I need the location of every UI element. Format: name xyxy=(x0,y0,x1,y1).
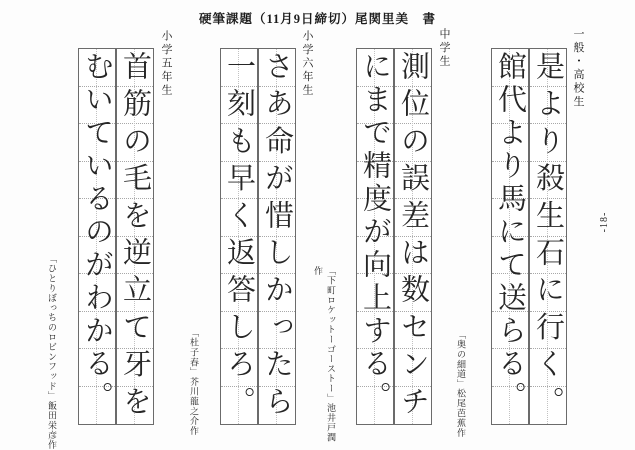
handwritten-column-text: 館代より馬にて送らる。 xyxy=(494,51,526,414)
grade-label-junior-high: 中学生 xyxy=(438,28,450,69)
source-attribution: 「杜子春」芥川龍之介作 xyxy=(189,328,199,436)
handwritten-column-text: 一刻も早く返答しろ。 xyxy=(223,51,255,423)
writing-column xyxy=(78,48,116,425)
grade-label-elementary-5: 小学五年生 xyxy=(160,30,172,98)
source-attribution: 「下町ロケットーゴーストー」池井戸潤作 xyxy=(313,266,336,443)
writing-column xyxy=(491,48,529,425)
handwritten-column-text: さあ命が惜しかったら xyxy=(261,51,293,423)
source-attribution: 「奥の細道」松尾芭蕉作 xyxy=(456,330,466,438)
handwritten-column-text: にまで精度が向上する。 xyxy=(359,51,391,414)
writing-column xyxy=(394,48,432,425)
grade-label-elementary-6: 小学六年生 xyxy=(301,30,313,98)
page-title: 硬筆課題（11月9日締切）尾関里美 書 xyxy=(198,12,437,26)
handwritten-column-text: むいているのがわかる。 xyxy=(81,51,113,414)
writing-column xyxy=(116,48,154,425)
writing-column xyxy=(258,48,296,425)
handwritten-column-text: 測位の誤差は数センチ xyxy=(397,51,429,423)
handwritten-column-text: 是より殺生石に行く。 xyxy=(532,51,564,423)
writing-column xyxy=(356,48,394,425)
handwritten-column-text: 首筋の毛を逆立て牙を xyxy=(119,51,151,423)
page-number: -18- xyxy=(599,211,610,233)
grade-label-general-highschool: 一般・高校生 xyxy=(572,28,584,109)
source-attribution: 「ひとりぼっちのロビンフッド」飯田栄彦作 xyxy=(47,254,57,450)
writing-column xyxy=(529,48,567,425)
writing-column xyxy=(220,48,258,425)
